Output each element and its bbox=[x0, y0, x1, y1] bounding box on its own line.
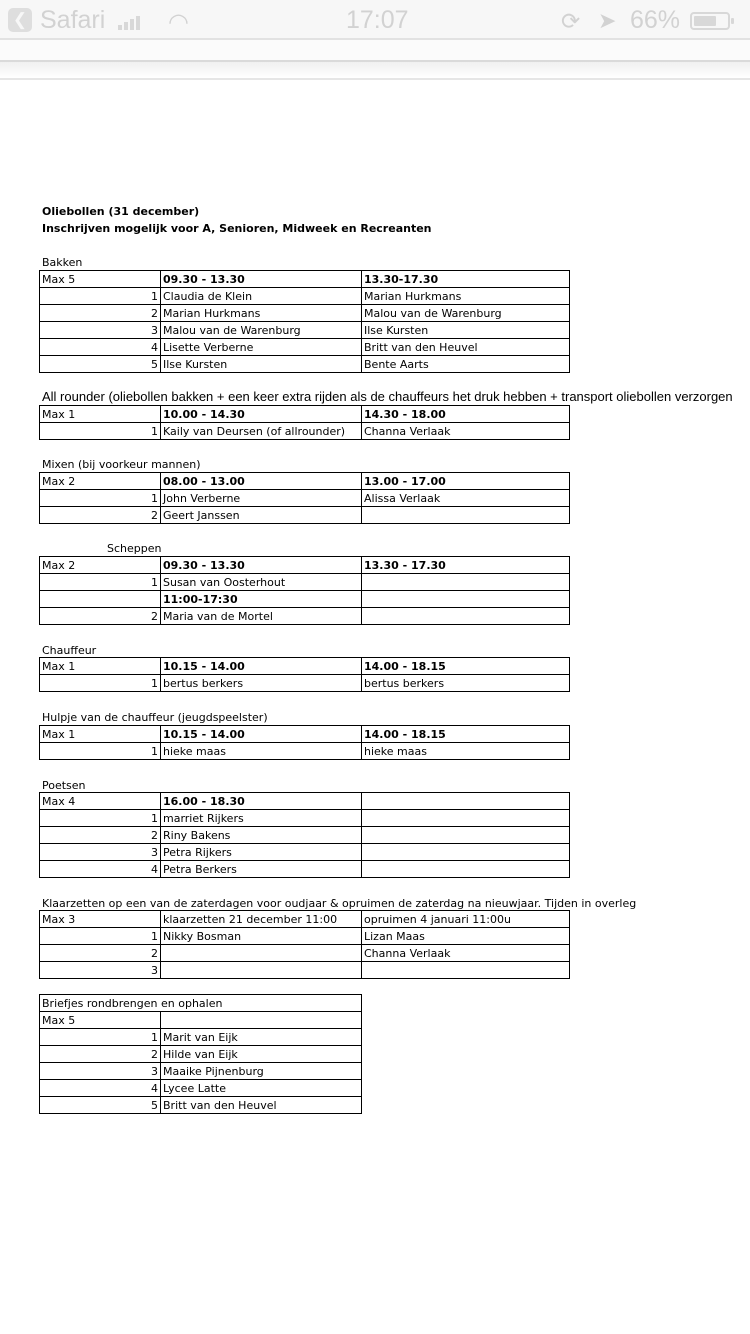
row-number-cell[interactable]: 3 bbox=[40, 1063, 161, 1080]
row-number-cell[interactable]: 1 bbox=[40, 675, 161, 692]
table-row bbox=[40, 322, 570, 339]
table-allrounder bbox=[39, 405, 570, 440]
max-count-cell[interactable]: Max 5 bbox=[40, 1012, 161, 1029]
name-cell[interactable]: Geert Janssen bbox=[161, 507, 362, 524]
name-cell[interactable]: Maaike Pijnenburg bbox=[161, 1063, 362, 1080]
name-cell[interactable]: Alissa Verlaak bbox=[362, 490, 570, 507]
name-cell[interactable]: Britt van den Heuvel bbox=[362, 339, 570, 356]
name-cell[interactable]: Marian Hurkmans bbox=[362, 288, 570, 305]
time-slot-header[interactable] bbox=[362, 793, 570, 810]
name-cell[interactable] bbox=[362, 861, 570, 878]
name-cell[interactable]: Lisette Verberne bbox=[161, 339, 362, 356]
name-cell[interactable]: Hilde van Eijk bbox=[161, 1046, 362, 1063]
table-header-row bbox=[40, 658, 570, 675]
table-row bbox=[40, 288, 570, 305]
wifi-icon: ◠ bbox=[168, 9, 189, 36]
row-number-cell[interactable]: 1 bbox=[40, 490, 161, 507]
name-cell[interactable]: Bente Aarts bbox=[362, 356, 570, 373]
name-cell[interactable]: Kaily van Deursen (of allrounder) bbox=[161, 423, 362, 440]
time-slot-header[interactable]: 13.30 - 17.30 bbox=[362, 557, 570, 574]
time-slot-header[interactable]: 09.30 - 13.30 bbox=[161, 557, 362, 574]
table-row bbox=[40, 945, 570, 962]
table-row bbox=[40, 356, 570, 373]
max-count-cell[interactable]: Max 1 bbox=[40, 726, 161, 743]
name-cell[interactable] bbox=[362, 507, 570, 524]
name-cell[interactable]: John Verberne bbox=[161, 490, 362, 507]
name-cell[interactable]: Ilse Kursten bbox=[161, 356, 362, 373]
table-row bbox=[40, 339, 570, 356]
row-number-cell[interactable]: 2 bbox=[40, 305, 161, 322]
battery-percent: 66% bbox=[630, 6, 681, 34]
name-cell[interactable]: marriet Rijkers bbox=[161, 810, 362, 827]
table-header-row bbox=[40, 557, 570, 574]
table-row bbox=[40, 305, 570, 322]
name-cell[interactable] bbox=[362, 574, 570, 591]
row-number-cell[interactable]: 4 bbox=[40, 1080, 161, 1097]
table-row bbox=[40, 743, 570, 760]
time-slot-header[interactable]: 14.30 - 18.00 bbox=[362, 406, 570, 423]
row-number-cell[interactable]: 2 bbox=[40, 945, 161, 962]
name-cell[interactable]: Malou van de Warenburg bbox=[161, 322, 362, 339]
table-mixen bbox=[39, 472, 570, 524]
row-number-cell[interactable]: 1 bbox=[40, 743, 161, 760]
document-subtitle: Inschrijven mogelijk voor A, Senioren, Midweek en Recreanten bbox=[42, 222, 432, 235]
name-cell[interactable]: Channa Verlaak bbox=[362, 423, 570, 440]
name-cell[interactable]: Claudia de Klein bbox=[161, 288, 362, 305]
table-row bbox=[40, 1063, 362, 1080]
table-scheppen bbox=[39, 556, 570, 625]
time-slot-header[interactable]: 09.30 - 13.30 bbox=[161, 271, 362, 288]
name-cell[interactable]: Channa Verlaak bbox=[362, 945, 570, 962]
max-count-cell[interactable]: Max 4 bbox=[40, 793, 161, 810]
table-hulpje bbox=[39, 725, 570, 760]
name-cell[interactable]: Petra Rijkers bbox=[161, 844, 362, 861]
row-number-cell[interactable] bbox=[40, 591, 161, 608]
name-cell[interactable]: Petra Berkers bbox=[161, 861, 362, 878]
time-slot-header[interactable]: 14.00 - 18.15 bbox=[362, 726, 570, 743]
name-cell[interactable] bbox=[362, 608, 570, 625]
table-chauffeur bbox=[39, 657, 570, 692]
name-cell[interactable]: Lycee Latte bbox=[161, 1080, 362, 1097]
name-cell[interactable]: bertus berkers bbox=[362, 675, 570, 692]
table-row bbox=[40, 861, 570, 878]
table-briefjes bbox=[39, 994, 362, 1114]
row-number-cell[interactable]: 2 bbox=[40, 827, 161, 844]
time-slot-header[interactable]: 13.30-17.30 bbox=[362, 271, 570, 288]
name-cell[interactable]: hieke maas bbox=[161, 743, 362, 760]
table-row bbox=[40, 490, 570, 507]
section-label-briefjes[interactable]: Briefjes rondbrengen en ophalen bbox=[40, 995, 362, 1012]
name-cell[interactable] bbox=[362, 591, 570, 608]
row-number-cell[interactable]: 3 bbox=[40, 962, 161, 979]
row-number-cell[interactable]: 5 bbox=[40, 1097, 161, 1114]
max-count-cell[interactable]: Max 1 bbox=[40, 406, 161, 423]
section-label-allrounder: All rounder (oliebollen bakken + een keer extra rijden als de chauffeurs het druk hebben + transport oliebollen verzorgen bbox=[42, 389, 733, 404]
row-number-cell[interactable]: 1 bbox=[40, 1029, 161, 1046]
name-cell[interactable] bbox=[362, 827, 570, 844]
table-row bbox=[40, 844, 570, 861]
row-number-cell[interactable]: 2 bbox=[40, 608, 161, 625]
table-row bbox=[40, 962, 570, 979]
time-slot-header[interactable]: 10.15 - 14.00 bbox=[161, 726, 362, 743]
max-count-cell[interactable]: Max 3 bbox=[40, 911, 161, 928]
location-icon: ➤ bbox=[598, 8, 617, 33]
name-cell[interactable] bbox=[362, 810, 570, 827]
time-slot-header[interactable]: 10.00 - 14.30 bbox=[161, 406, 362, 423]
table-poetsen bbox=[39, 792, 570, 878]
table-row bbox=[40, 574, 570, 591]
table-row bbox=[40, 1080, 362, 1097]
section-label-hulpje: Hulpje van de chauffeur (jeugdspeelster) bbox=[42, 711, 268, 724]
name-cell[interactable]: Susan van Oosterhout bbox=[161, 574, 362, 591]
document-title: Oliebollen (31 december) bbox=[42, 205, 200, 218]
back-to-app-icon[interactable]: ❮ bbox=[8, 8, 32, 32]
section-label-chauffeur: Chauffeur bbox=[42, 644, 97, 657]
name-cell[interactable]: Marian Hurkmans bbox=[161, 305, 362, 322]
clock: 17:07 bbox=[346, 6, 409, 34]
name-cell[interactable]: Britt van den Heuvel bbox=[161, 1097, 362, 1114]
table-row bbox=[40, 928, 570, 945]
time-slot-header[interactable]: klaarzetten 21 december 11:00 bbox=[161, 911, 362, 928]
table-row bbox=[40, 810, 570, 827]
table-row bbox=[40, 423, 570, 440]
name-cell[interactable]: Riny Bakens bbox=[161, 827, 362, 844]
section-label-bakken: Bakken bbox=[42, 256, 83, 269]
time-slot-header[interactable]: 08.00 - 13.00 bbox=[161, 473, 362, 490]
time-slot-header[interactable]: 10.15 - 14.00 bbox=[161, 658, 362, 675]
table-header-row bbox=[40, 726, 570, 743]
row-number-cell[interactable]: 1 bbox=[40, 423, 161, 440]
row-number-cell[interactable]: 3 bbox=[40, 322, 161, 339]
section-label-poetsen: Poetsen bbox=[42, 779, 86, 792]
table-row bbox=[40, 675, 570, 692]
table-header-row bbox=[40, 911, 570, 928]
table-row bbox=[40, 608, 570, 625]
time-slot-header[interactable]: 13.00 - 17.00 bbox=[362, 473, 570, 490]
name-cell[interactable]: Marit van Eijk bbox=[161, 1029, 362, 1046]
name-cell[interactable]: bertus berkers bbox=[161, 675, 362, 692]
table-title-row bbox=[40, 995, 362, 1012]
table-row bbox=[40, 591, 570, 608]
table-row bbox=[40, 827, 570, 844]
table-row bbox=[40, 507, 570, 524]
time-slot-header[interactable]: 16.00 - 18.30 bbox=[161, 793, 362, 810]
row-number-cell[interactable]: 1 bbox=[40, 810, 161, 827]
name-cell[interactable]: Lizan Maas bbox=[362, 928, 570, 945]
table-header-row bbox=[40, 271, 570, 288]
time-slot-header[interactable]: 14.00 - 18.15 bbox=[362, 658, 570, 675]
carrier-label[interactable]: Safari bbox=[40, 6, 106, 34]
table-row bbox=[40, 1097, 362, 1114]
name-cell[interactable]: Maria van de Mortel bbox=[161, 608, 362, 625]
table-header-row bbox=[40, 1012, 362, 1029]
row-number-cell[interactable]: 2 bbox=[40, 507, 161, 524]
rotation-lock-icon: ⟳ bbox=[561, 8, 581, 34]
name-cell[interactable]: hieke maas bbox=[362, 743, 570, 760]
section-label-klaarzetten: Klaarzetten op een van de zaterdagen voor oudjaar & opruimen de zaterdag na nieuwjaar. Tijden in overleg bbox=[42, 897, 637, 910]
max-count-cell[interactable]: Max 2 bbox=[40, 557, 161, 574]
name-cell[interactable]: Nikky Bosman bbox=[161, 928, 362, 945]
row-number-cell[interactable]: 4 bbox=[40, 861, 161, 878]
name-cell[interactable] bbox=[362, 962, 570, 979]
name-cell[interactable]: Ilse Kursten bbox=[362, 322, 570, 339]
table-header-row bbox=[40, 406, 570, 423]
table-header-row bbox=[40, 473, 570, 490]
row-number-cell[interactable]: 4 bbox=[40, 339, 161, 356]
name-cell[interactable] bbox=[362, 844, 570, 861]
name-cell[interactable]: Malou van de Warenburg bbox=[362, 305, 570, 322]
table-klaarzetten bbox=[39, 910, 570, 979]
table-row bbox=[40, 1046, 362, 1063]
table-bakken bbox=[39, 270, 570, 373]
row-number-cell[interactable]: 1 bbox=[40, 288, 161, 305]
section-label-scheppen: Scheppen bbox=[107, 542, 162, 555]
time-slot-header[interactable]: opruimen 4 januari 11:00u bbox=[362, 911, 570, 928]
row-number-cell[interactable]: 5 bbox=[40, 356, 161, 373]
name-cell[interactable]: 11:00-17:30 bbox=[161, 591, 362, 608]
section-label-mixen: Mixen (bij voorkeur mannen) bbox=[42, 458, 201, 471]
table-row bbox=[40, 1029, 362, 1046]
row-number-cell[interactable]: 1 bbox=[40, 574, 161, 591]
max-count-cell[interactable]: Max 2 bbox=[40, 473, 161, 490]
row-number-cell[interactable]: 3 bbox=[40, 844, 161, 861]
name-cell[interactable] bbox=[161, 945, 362, 962]
table-header-row bbox=[40, 793, 570, 810]
time-slot-header[interactable] bbox=[161, 1012, 362, 1029]
row-number-cell[interactable]: 2 bbox=[40, 1046, 161, 1063]
max-count-cell[interactable]: Max 5 bbox=[40, 271, 161, 288]
row-number-cell[interactable]: 1 bbox=[40, 928, 161, 945]
name-cell[interactable] bbox=[161, 962, 362, 979]
max-count-cell[interactable]: Max 1 bbox=[40, 658, 161, 675]
